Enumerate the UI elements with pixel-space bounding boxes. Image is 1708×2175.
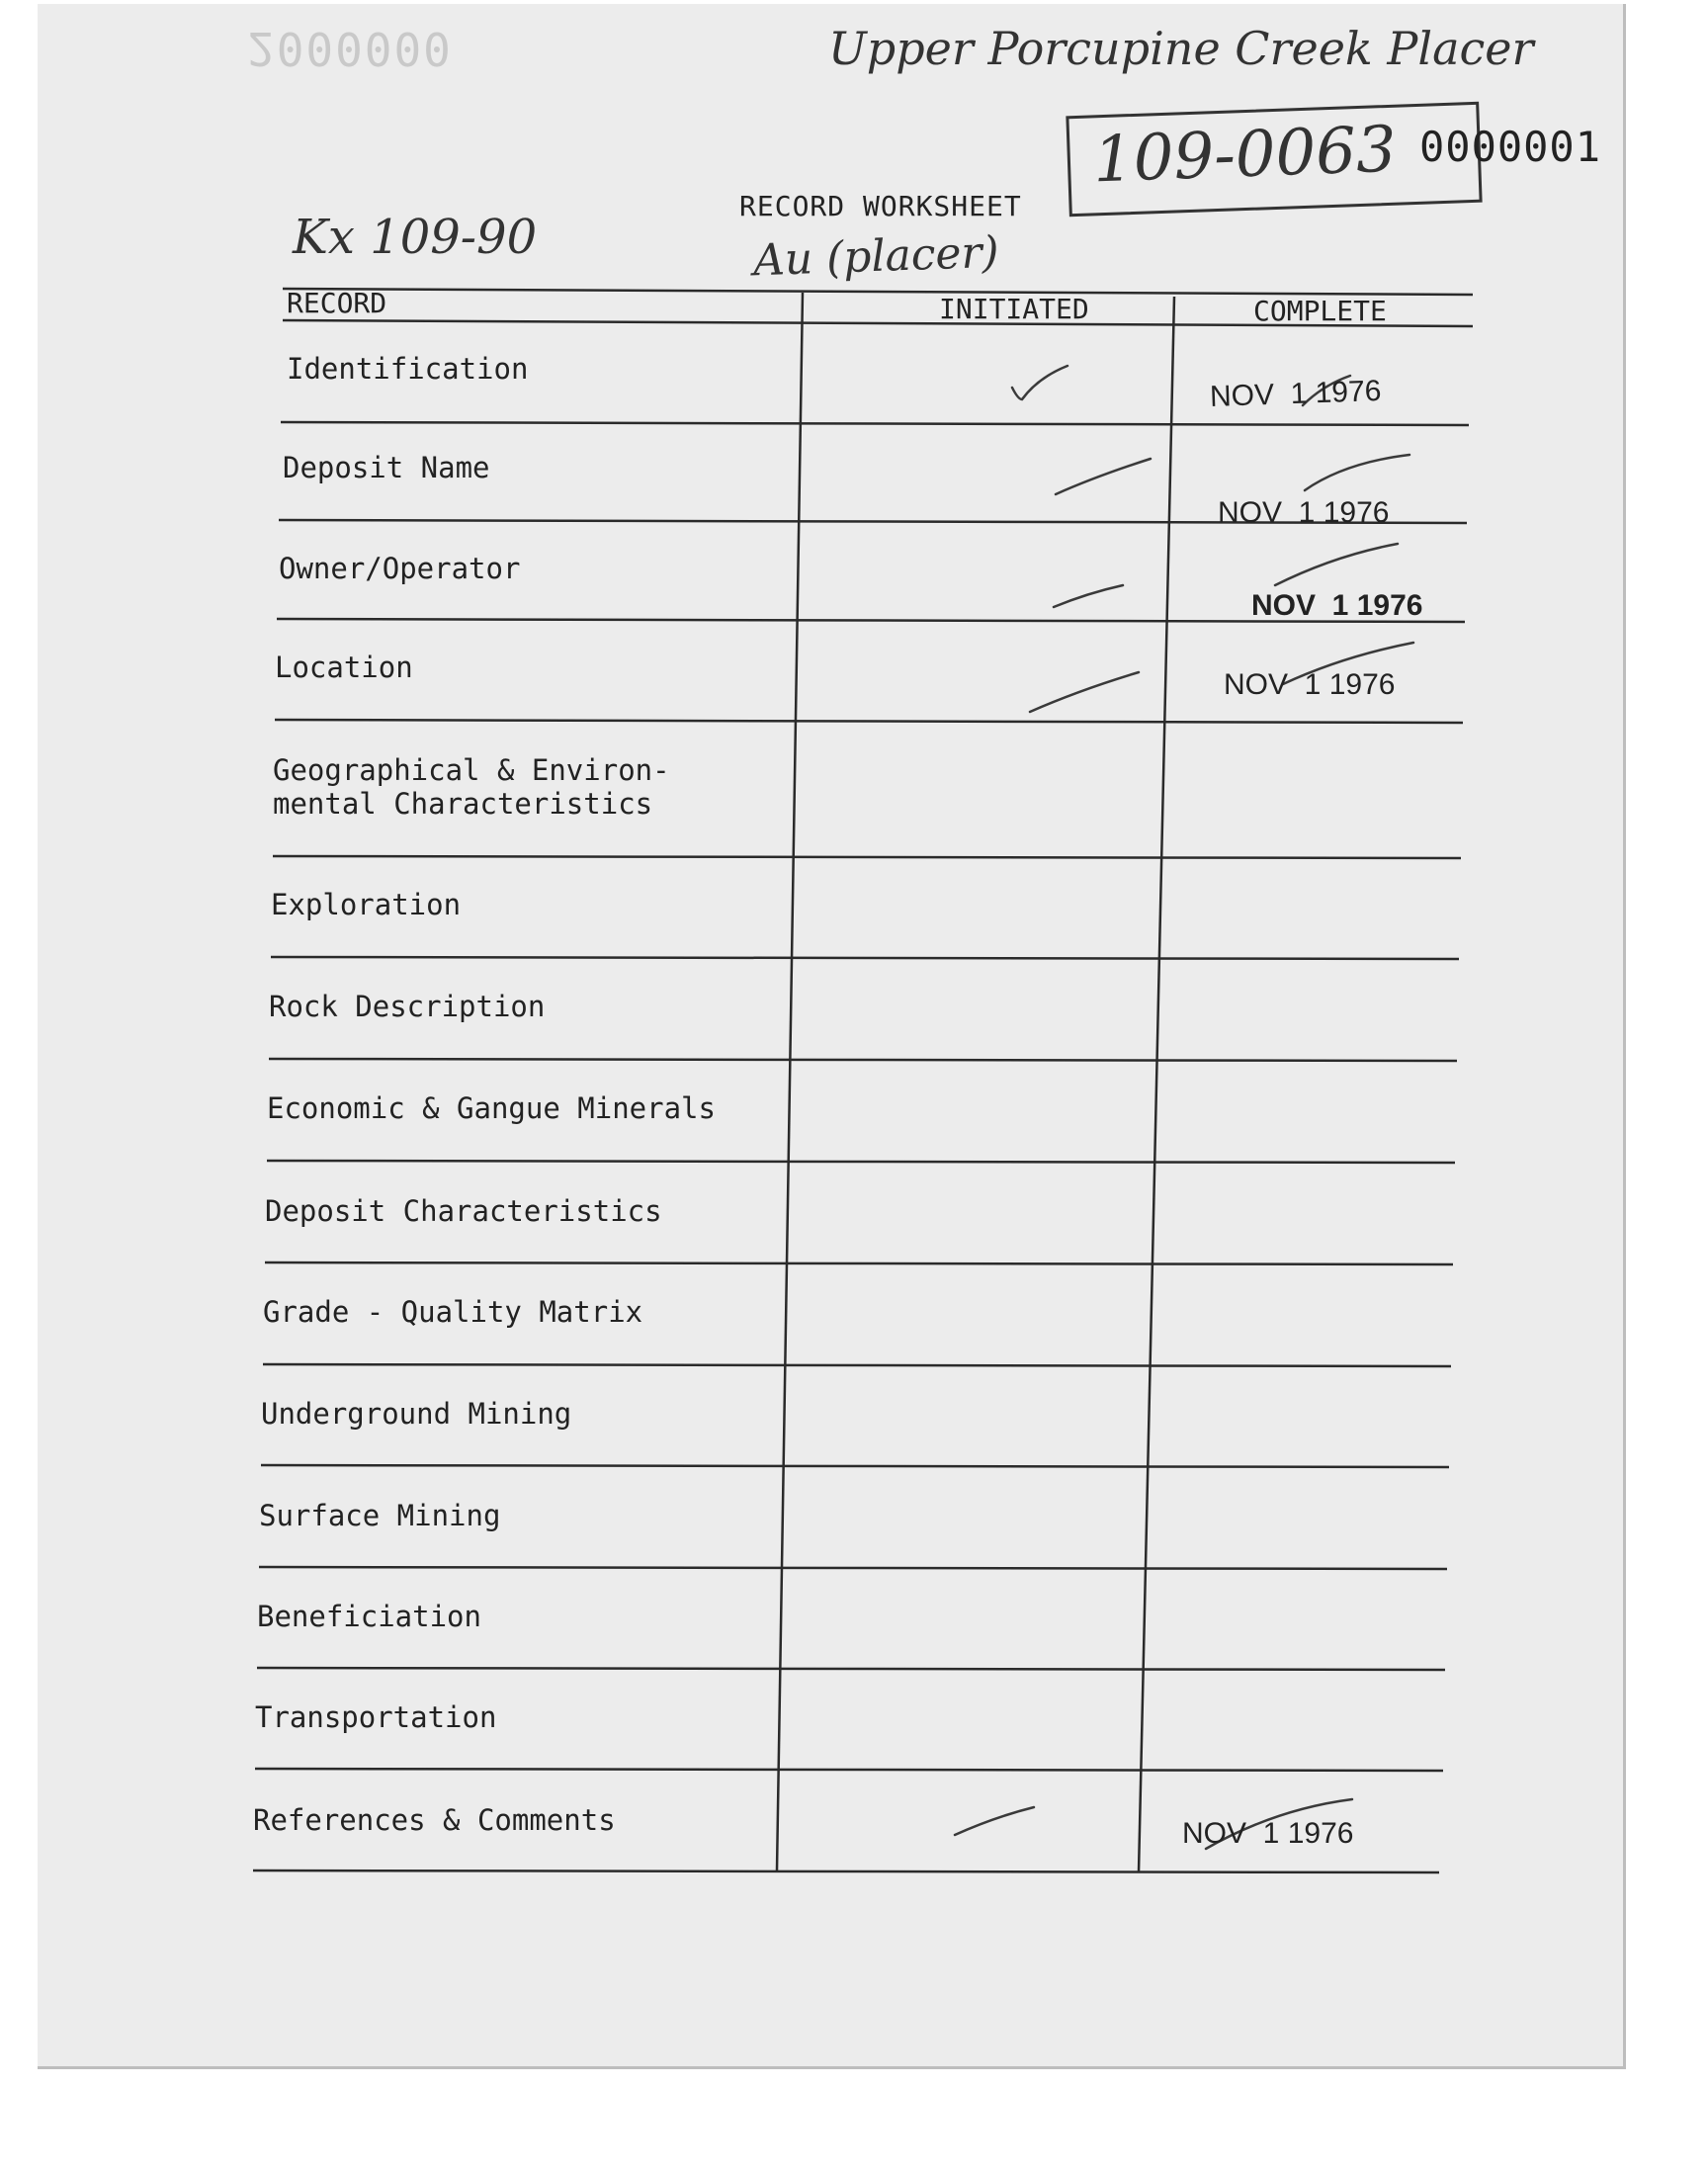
kx-number: Kx 109-90 — [293, 210, 538, 265]
complete-date-deposit-name: NOV 1 1976 — [1218, 496, 1390, 529]
row-label-rock-description: Rock Description — [269, 990, 546, 1023]
row-label-exploration: Exploration — [271, 888, 462, 921]
commodity-handwritten: Au (placer) — [752, 226, 1000, 287]
deposit-name-handwritten: Upper Porcupine Creek Placer — [828, 22, 1534, 75]
complete-date-location: NOV 1 1976 — [1224, 668, 1396, 701]
record-number: 109-0063 — [1091, 113, 1398, 198]
row-label-underground-mining: Underground Mining — [261, 1397, 572, 1431]
row-label-economic-gangue: Economic & Gangue Minerals — [267, 1091, 716, 1125]
complete-date-owner-operator: NOV 1 1976 — [1251, 589, 1423, 622]
row-label-surface-mining: Surface Mining — [259, 1499, 501, 1532]
row-label-location: Location — [275, 651, 413, 684]
row-label-references-comments: References & Comments — [253, 1803, 616, 1837]
column-header-record: RECORD — [287, 287, 387, 319]
complete-date-references-comments: NOV 1 1976 — [1182, 1817, 1354, 1850]
faint-sequence-stamp: 2000000 — [247, 22, 453, 75]
row-label-identification: Identification — [287, 352, 529, 386]
page-title: RECORD WORKSHEET — [739, 190, 1022, 222]
row-label-owner-operator: Owner/Operator — [279, 552, 521, 585]
column-header-complete: COMPLETE — [1253, 295, 1387, 327]
row-label-geographical: Geographical & Environ- mental Characteristics — [273, 753, 670, 821]
row-label-deposit-name: Deposit Name — [283, 451, 490, 484]
row-label-beneficiation: Beneficiation — [257, 1600, 481, 1633]
stamped-sequence-number: 0000001 — [1419, 123, 1602, 171]
complete-date-identification: NOV 1 1976 — [1209, 374, 1382, 414]
column-header-initiated: INITIATED — [939, 293, 1089, 325]
row-label-grade-quality: Grade - Quality Matrix — [263, 1295, 643, 1329]
row-label-deposit-characteristics: Deposit Characteristics — [265, 1194, 662, 1228]
row-label-transportation: Transportation — [255, 1700, 497, 1734]
